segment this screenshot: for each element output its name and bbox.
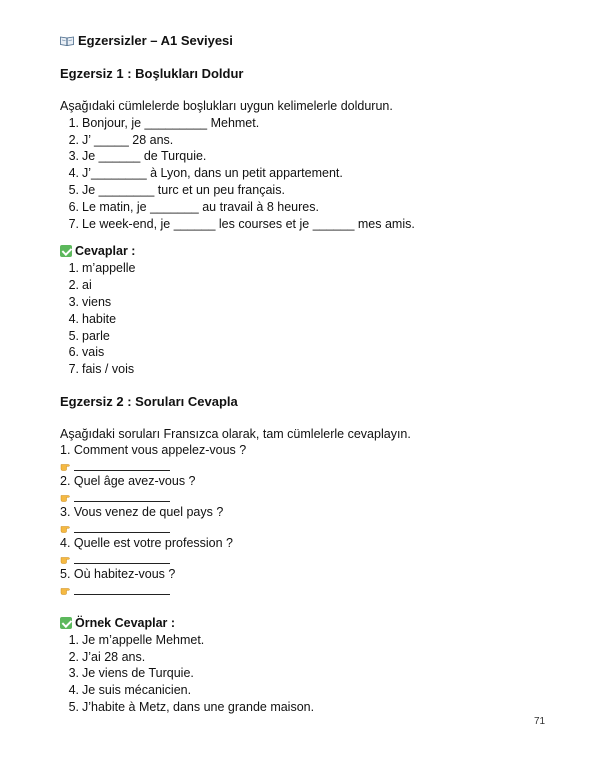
exercise1-list	[60, 115, 540, 233]
exercise1-instruction: Aşağıdaki cümlelerde boşlukları uygun kelimelerle doldurun.	[60, 99, 393, 113]
list-item: 4. J’________ à Lyon, dans un petit appartement.	[68, 166, 343, 181]
answer-line	[74, 492, 170, 502]
exercise2-instruction: Aşağıdaki soruları Fransızca olarak, tam cümlelerle cevaplayın.	[60, 426, 411, 441]
list-item: 3. Je viens de Turquie.	[68, 666, 194, 681]
list-item: 7. Le week-end, je ______ les courses et je ______ mes amis.	[68, 216, 415, 231]
list-item: 6. Le matin, je _______ au travail à 8 heures.	[68, 199, 319, 214]
list-item: 4. habite	[68, 311, 117, 326]
list-item: 2. J’ai 28 ans.	[68, 649, 146, 664]
question-5: 5. Où habitez-vous ?	[60, 566, 176, 581]
answer-blank-2[interactable]	[60, 489, 540, 505]
question-3: 3. Vous venez de quel pays ?	[60, 504, 224, 519]
question-2: 2. Quel âge avez-vous ?	[60, 473, 196, 488]
answer-blank-5[interactable]	[60, 582, 540, 598]
list-item: 5. J’habite à Metz, dans une grande maison.	[68, 699, 315, 714]
check-mark-icon	[60, 617, 72, 629]
answer-blank-3[interactable]	[60, 520, 540, 536]
list-item: 5. Je ________ turc et un peu français.	[68, 182, 285, 197]
open-book-icon	[60, 36, 74, 46]
list-item: 2. J’ _____ 28 ans.	[68, 132, 174, 147]
pointing-hand-icon	[60, 585, 72, 595]
list-item: 3. viens	[68, 294, 112, 309]
page-content	[60, 30, 540, 716]
pointing-hand-icon	[60, 523, 72, 533]
check-mark-icon	[60, 245, 72, 257]
list-item: 1. Je m’appelle Mehmet.	[68, 632, 205, 647]
pointing-hand-icon	[60, 461, 72, 471]
answers1-heading: Cevaplar :	[60, 242, 540, 260]
answer-line	[74, 461, 170, 471]
list-item: 2. ai	[68, 278, 92, 293]
list-item: 3. Je ______ de Turquie.	[68, 149, 207, 164]
answer-line	[74, 523, 170, 533]
answer-line	[74, 554, 170, 564]
answer-blank-4[interactable]	[60, 551, 540, 567]
answer-line	[74, 585, 170, 595]
exercise2-title: Egzersiz 2 : Soruları Cevapla	[60, 393, 238, 409]
question-1: 1. Comment vous appelez-vous ?	[60, 442, 247, 457]
list-item: 7. fais / vois	[68, 362, 135, 377]
list-item: 6. vais	[68, 345, 105, 360]
pointing-hand-icon	[60, 554, 72, 564]
list-item: 4. Je suis mécanicien.	[68, 683, 192, 698]
pointing-hand-icon	[60, 492, 72, 502]
list-item: 1. m’appelle	[68, 261, 136, 276]
question-4: 4. Quelle est votre profession ?	[60, 535, 234, 550]
list-item: 5. parle	[68, 328, 110, 343]
answers1-list	[60, 260, 540, 378]
answers2-heading: Örnek Cevaplar :	[60, 614, 540, 632]
list-item: 1. Bonjour, je _________ Mehmet.	[68, 115, 260, 130]
exercise1-title: Egzersiz 1 : Boşlukları Doldur	[60, 66, 244, 81]
title-text: Egzersizler – A1 Seviyesi	[78, 33, 233, 48]
answers2-list	[60, 632, 540, 716]
answer-blank-1[interactable]	[60, 458, 540, 474]
page-number: 71	[534, 716, 546, 727]
page-title	[60, 30, 540, 52]
